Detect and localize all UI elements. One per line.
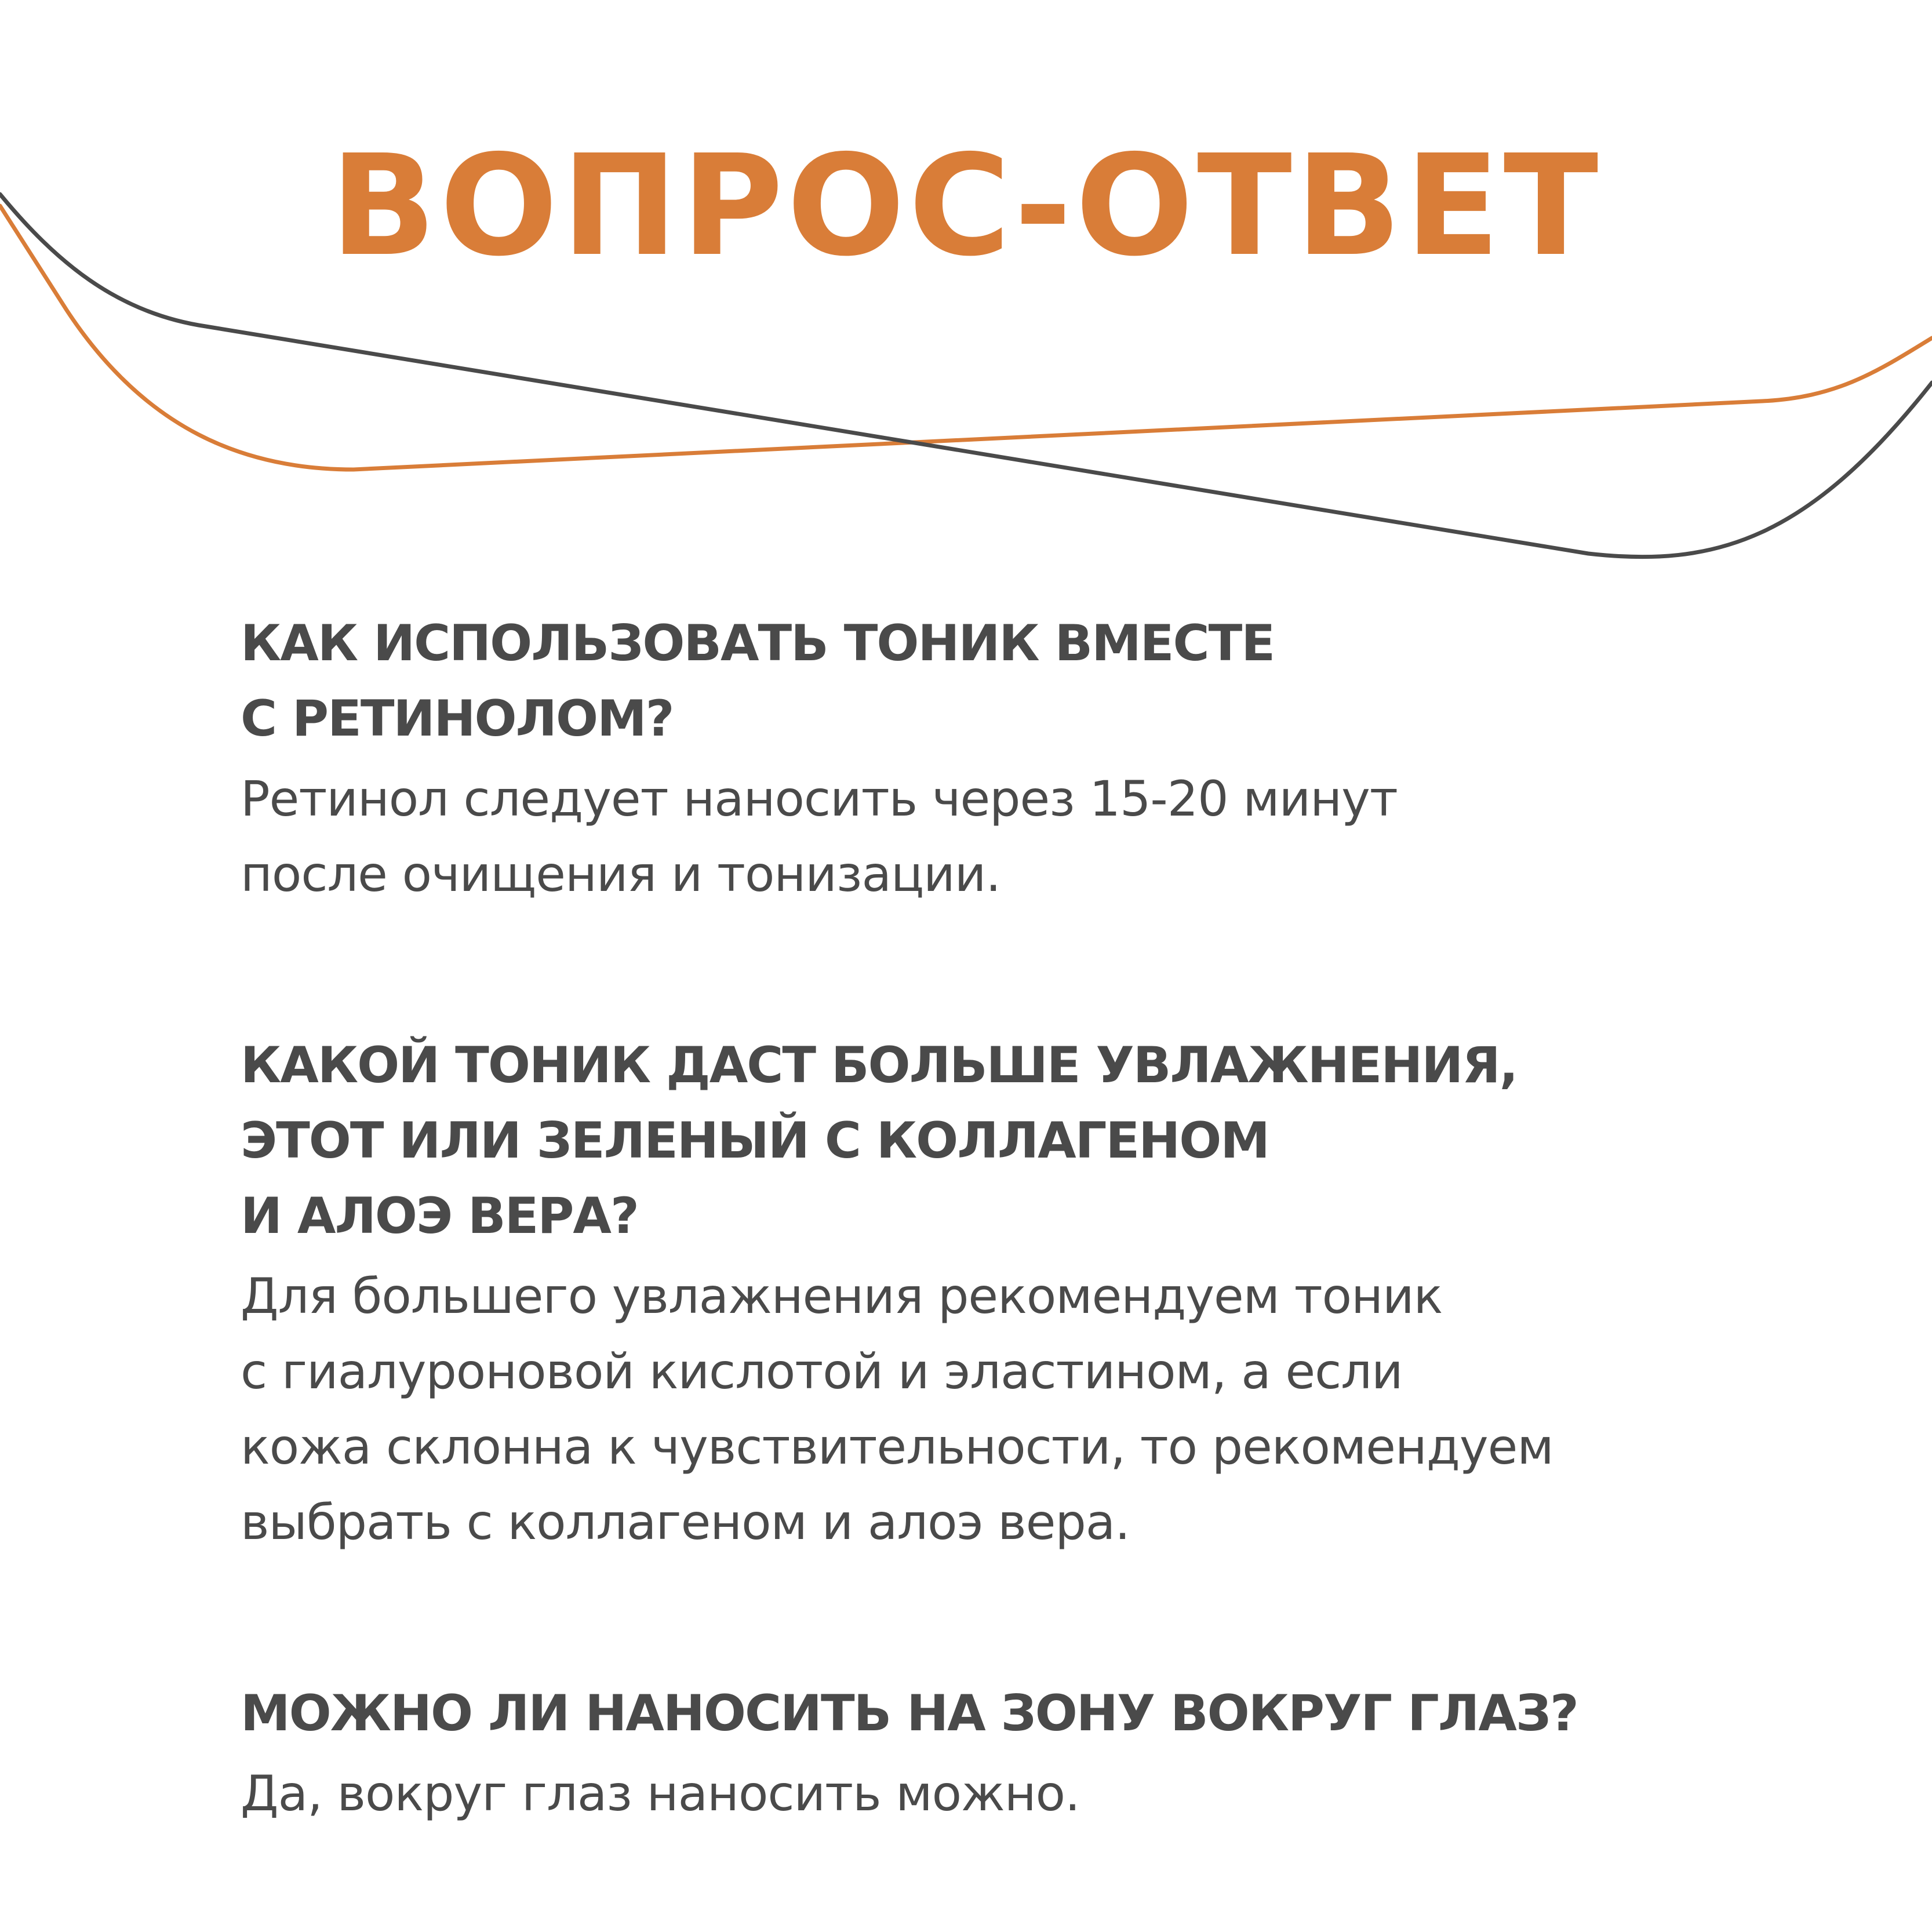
faq-list bbox=[241, 606, 1864, 1831]
faq-question: КАКОЙ ТОНИК ДАСТ БОЛЬШЕ УВЛАЖНЕНИЯ, ЭТОТ ИЛИ ЗЕЛЕНЫЙ С КОЛЛАГЕНОМ И АЛОЭ ВЕРА? bbox=[241, 1036, 1518, 1245]
faq-question: КАК ИСПОЛЬЗОВАТЬ ТОНИК ВМЕСТЕ С РЕТИНОЛОМ? bbox=[241, 614, 1275, 748]
faq-item bbox=[241, 606, 1864, 912]
faq-question: МОЖНО ЛИ НАНОСИТЬ НА ЗОНУ ВОКРУГ ГЛАЗ? bbox=[241, 1684, 1578, 1742]
faq-item bbox=[241, 1676, 1864, 1831]
faq-answer: Да, вокруг глаз наносить можно. bbox=[241, 1765, 1080, 1822]
faq-answer: Для большего увлажнения рекомендуем тоник с гиалуроновой кислотой и эластином, а если кожа склонна к чувствительности, то рекомендуем выбрать с коллагеном и алоэ вера. bbox=[241, 1268, 1553, 1551]
page-title: ВОПРОС-ОТВЕТ bbox=[330, 125, 1602, 287]
faq-answer: Ретинол следует наносить через 15-20 минут после очищения и тонизации. bbox=[241, 770, 1398, 903]
faq-item bbox=[241, 1028, 1864, 1560]
